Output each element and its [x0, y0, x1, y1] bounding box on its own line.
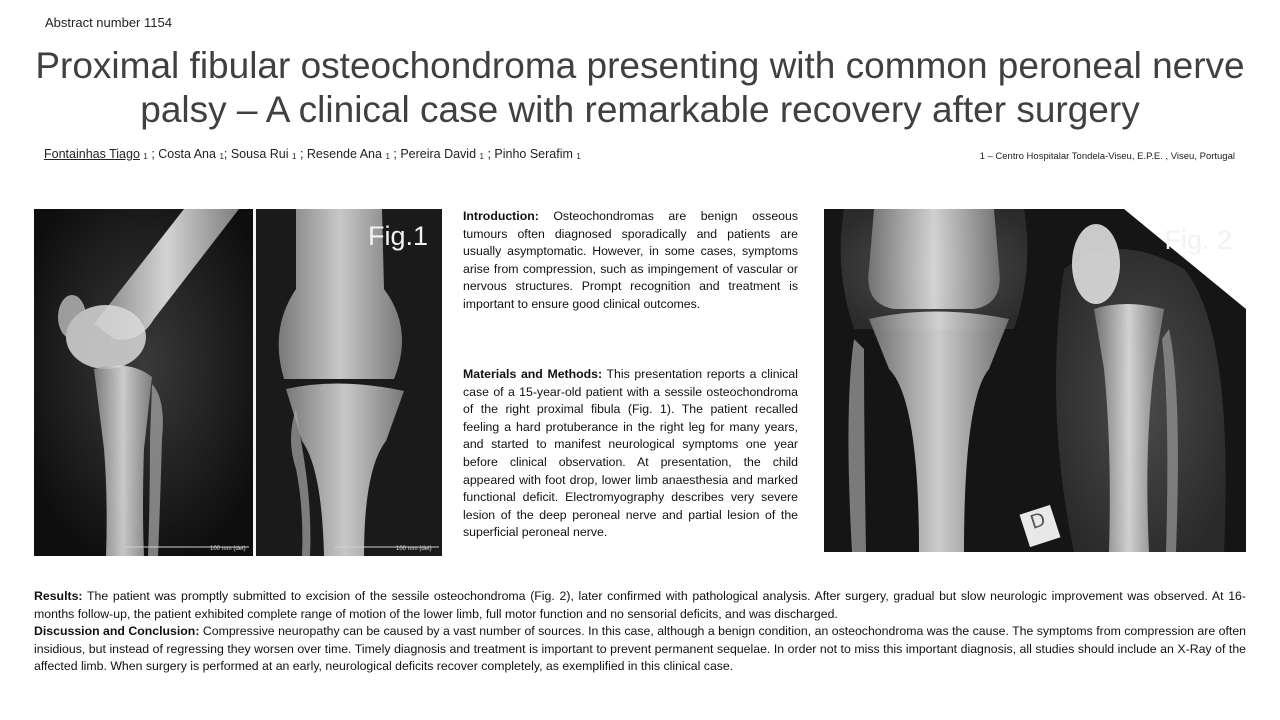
- author-name: Sousa Rui: [230, 147, 289, 161]
- section-body: Compressive neuropathy can be caused by a vast number of sources. In this case, although a benign condition, an osteochondroma was the cause. The symptoms from compression are often insidious, but instead of regressing they worsen over time. Timely diagnosis and treatment is important to prevent permanent sequelae. In order not to miss this important diagnosis, all studies should include an X-Ray of the affected limb. When surgery is performed at an early, neurological deficits recover completely, as exemplified in this clinical case.: [34, 624, 1246, 674]
- figure-2-label: Fig. 2: [1164, 225, 1232, 255]
- xray-knee-postop-image: [824, 209, 1246, 552]
- bottom-text-block: [34, 588, 1246, 676]
- poster-title: Proximal fibular osteochondroma presenting with common peroneal nerve palsy – A clinical case with remarkable recovery after surgery: [35, 45, 1245, 130]
- xray-knee-preop-image: [34, 209, 442, 556]
- figure-1-label: Fig.1: [367, 221, 428, 251]
- author-name: Fontainhas Tiago: [44, 147, 140, 161]
- side-marker: D: [1027, 508, 1049, 534]
- section-heading: Introduction:: [463, 209, 539, 223]
- section-heading: Results:: [34, 589, 83, 603]
- author-affiliation-index: 1: [385, 152, 390, 161]
- discussion-section: [34, 623, 1246, 676]
- author-affiliation-index: 1: [576, 152, 581, 161]
- results-section: [34, 588, 1246, 623]
- author-affiliation-index: 1: [219, 152, 224, 161]
- methods-section: [463, 366, 798, 542]
- author-separator: ;: [296, 147, 307, 161]
- section-body: This presentation reports a clinical case of a 15-year-old patient with a sessile osteochondroma of the right proximal fibula (Fig. 1). The patient recalled feeling a hard protuberance in the right leg for many years, and started to manifest neurological symptoms one year before clinical observation. At presentation, the child appeared with foot drop, lower limb anaesthesia and marked functional deficit. Electromyography describes very severe lesion of the deep peroneal nerve and partial lesion of the superficial peroneal nerve.: [463, 367, 798, 540]
- abstract-number: Abstract number 1154: [45, 15, 172, 30]
- affiliation: 1 – Centro Hospitalar Tondela-Viseu, E.P.E. , Viseu, Portugal: [979, 151, 1235, 162]
- scale-bar-label: 100 mm (det): [396, 546, 432, 552]
- author-separator: ;: [483, 147, 495, 161]
- author-name: Resende Ana: [306, 147, 382, 161]
- author-affiliation-index: 1: [292, 152, 297, 161]
- author-name: Costa Ana: [158, 147, 216, 161]
- author-separator: ;: [223, 147, 231, 161]
- section-body: The patient was promptly submitted to excision of the sessile osteochondroma (Fig. 2), later confirmed with pathological analysis. After surgery, gradual but slow neurologic improvement was observed. At 16-months follow-up, the patient exhibited complete range of motion of the lower limb, full motor function and no sensorial deficits, and was discharged.: [34, 589, 1246, 621]
- author-affiliation-index: 1: [143, 152, 148, 161]
- author-affiliation-index: 1: [479, 152, 484, 161]
- figure-1-xray: [34, 209, 442, 556]
- introduction-section: [463, 208, 798, 314]
- author-separator: ;: [147, 147, 159, 161]
- author-name: Pereira David: [400, 147, 477, 161]
- section-heading: Discussion and Conclusion:: [34, 624, 200, 639]
- section-body: Osteochondromas are benign osseous tumours often diagnosed sporadically and patients are usually asymptomatic. However, in some cases, symptoms arise from compression, such as impingement of vascular or nervous structures. Prompt recognition and treatment is important to ensure good clinical outcomes.: [463, 209, 798, 311]
- scale-bar-label: 100 mm (det): [210, 546, 246, 552]
- author-separator: ;: [389, 147, 401, 161]
- author-name: Pinho Serafim: [494, 147, 573, 161]
- author-list: [44, 147, 581, 161]
- section-heading: Materials and Methods:: [463, 367, 603, 381]
- figure-2-xray: [824, 209, 1246, 552]
